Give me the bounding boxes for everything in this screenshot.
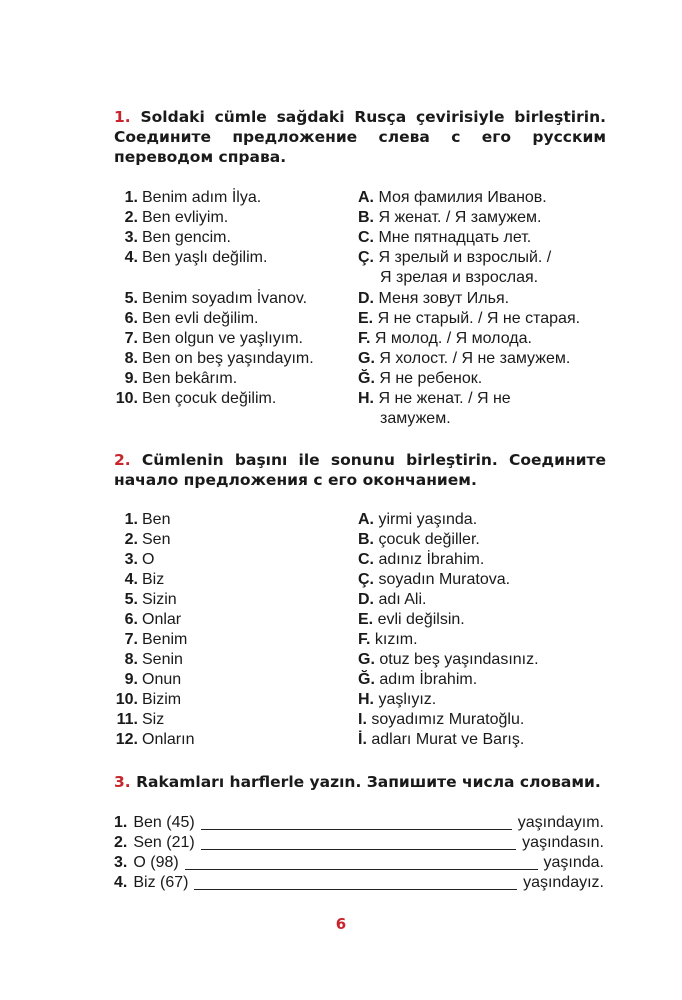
ex2-right-item: Ğ. adım İbrahim. [358,671,478,688]
ex1-right-item: C. Мне пятнадцать лет. [358,229,532,246]
exercise-3-number: 3. [114,773,131,791]
exercise-1-instruction [114,107,606,167]
answer-blank[interactable] [194,888,517,890]
ex1-right-item: H. Я не женат. / Я не [358,390,511,407]
ex1-right-item: D. Меня зовут Илья. [358,290,510,307]
ex2-right-item: D. adı Ali. [358,591,427,608]
ex2-left-item: 8. Senin [124,651,183,668]
exercise-2-instruction [114,450,606,490]
ex2-left-item: 10. Bizim [115,691,182,708]
ex2-left-item: 12. Onların [115,731,195,748]
ex1-left-item: 2. Ben evliyim. [124,209,229,226]
ex2-left-item: 4. Biz [124,571,165,588]
ex2-right-item: G. otuz beş yaşındasınız. [358,651,539,668]
ex1-right-item: Ğ. Я не ребенок. [358,370,483,387]
ex2-right-item: F. kızım. [358,631,418,648]
exercise-1-title: Soldaki cümle sağdaki Rusça çevirisiyle birleştirin. Соедините предложение слева с его русским переводом справа. [114,108,606,166]
exercise-2-title: Cümlenin başını ile sonunu birleştirin. Соедините начало предложения с его окончанием. [114,451,606,489]
ex2-right-item: C. adınız İbrahim. [358,551,485,568]
ex2-right-item: H. yaşlıyız. [358,691,437,708]
ex1-left-item: 4. Ben yaşlı değilim. [124,249,268,266]
ex2-right-item: İ. adları Murat ve Barış. [358,731,525,748]
ex2-right-item: A. yirmi yaşında. [358,511,478,528]
ex3-fill-row: 2. Sen (21) yaşındasın. [114,834,604,851]
exercise-2-number: 2. [114,451,131,469]
ex2-left-item: 1. Ben [124,511,171,528]
answer-blank[interactable] [201,828,512,830]
ex1-left-item: 7. Ben olgun ve yaşlıyım. [124,330,303,347]
answer-blank[interactable] [185,868,538,870]
ex1-right-item-continuation: Я зрелая и взрослая. [380,269,539,286]
exercise-3-instruction [114,772,606,792]
ex2-left-item: 3. O [124,551,155,568]
ex3-fill-row: 4. Biz (67) yaşındayız. [114,874,604,891]
ex2-left-item: 6. Onlar [124,611,182,628]
ex1-left-item: 9. Ben bekârım. [124,370,238,387]
ex2-left-item: 11. Siz [116,711,165,728]
answer-blank[interactable] [201,848,516,850]
ex2-left-item: 2. Sen [124,531,171,548]
exercise-3-title: Rakamları harflerle yazın. Запишите числа словами. [136,773,601,791]
ex1-right-item-continuation: замужем. [380,410,451,427]
ex1-left-item: 8. Ben on beş yaşındayım. [124,350,314,367]
ex1-right-item: B. Я женат. / Я замужем. [358,209,542,226]
ex2-right-item: B. çocuk değiller. [358,531,480,548]
ex2-right-item: E. evli değilsin. [358,611,465,628]
ex2-left-item: 9. Onun [124,671,182,688]
ex1-right-item: F. Я молод. / Я молода. [358,330,532,347]
ex1-left-item: 1. Benim adım İlya. [124,189,262,206]
ex2-right-item: I. soyadımız Muratoğlu. [358,711,525,728]
exercise-1-number: 1. [114,108,131,126]
ex1-left-item: 10. Ben çocuk değilim. [115,390,277,407]
ex1-left-item: 6. Ben evli değilim. [124,310,259,327]
ex1-right-item: A. Моя фамилия Иванов. [358,189,547,206]
ex1-left-item: 3. Ben gencim. [124,229,231,246]
ex3-fill-row: 3. O (98) yaşında. [114,854,604,871]
ex1-right-item: G. Я холост. / Я не замужем. [358,350,571,367]
ex2-left-item: 7. Benim [124,631,188,648]
ex1-right-item: Ç. Я зрелый и взрослый. / [358,249,552,266]
ex2-right-item: Ç. soyadın Muratova. [358,571,511,588]
page-number: 6 [335,915,347,933]
ex3-fill-row: 1. Ben (45) yaşındayım. [114,814,604,831]
ex1-left-item: 5. Benim soyadım İvanov. [124,290,308,307]
ex1-right-item: E. Я не старый. / Я не старая. [358,310,581,327]
ex2-left-item: 5. Sizin [124,591,177,608]
